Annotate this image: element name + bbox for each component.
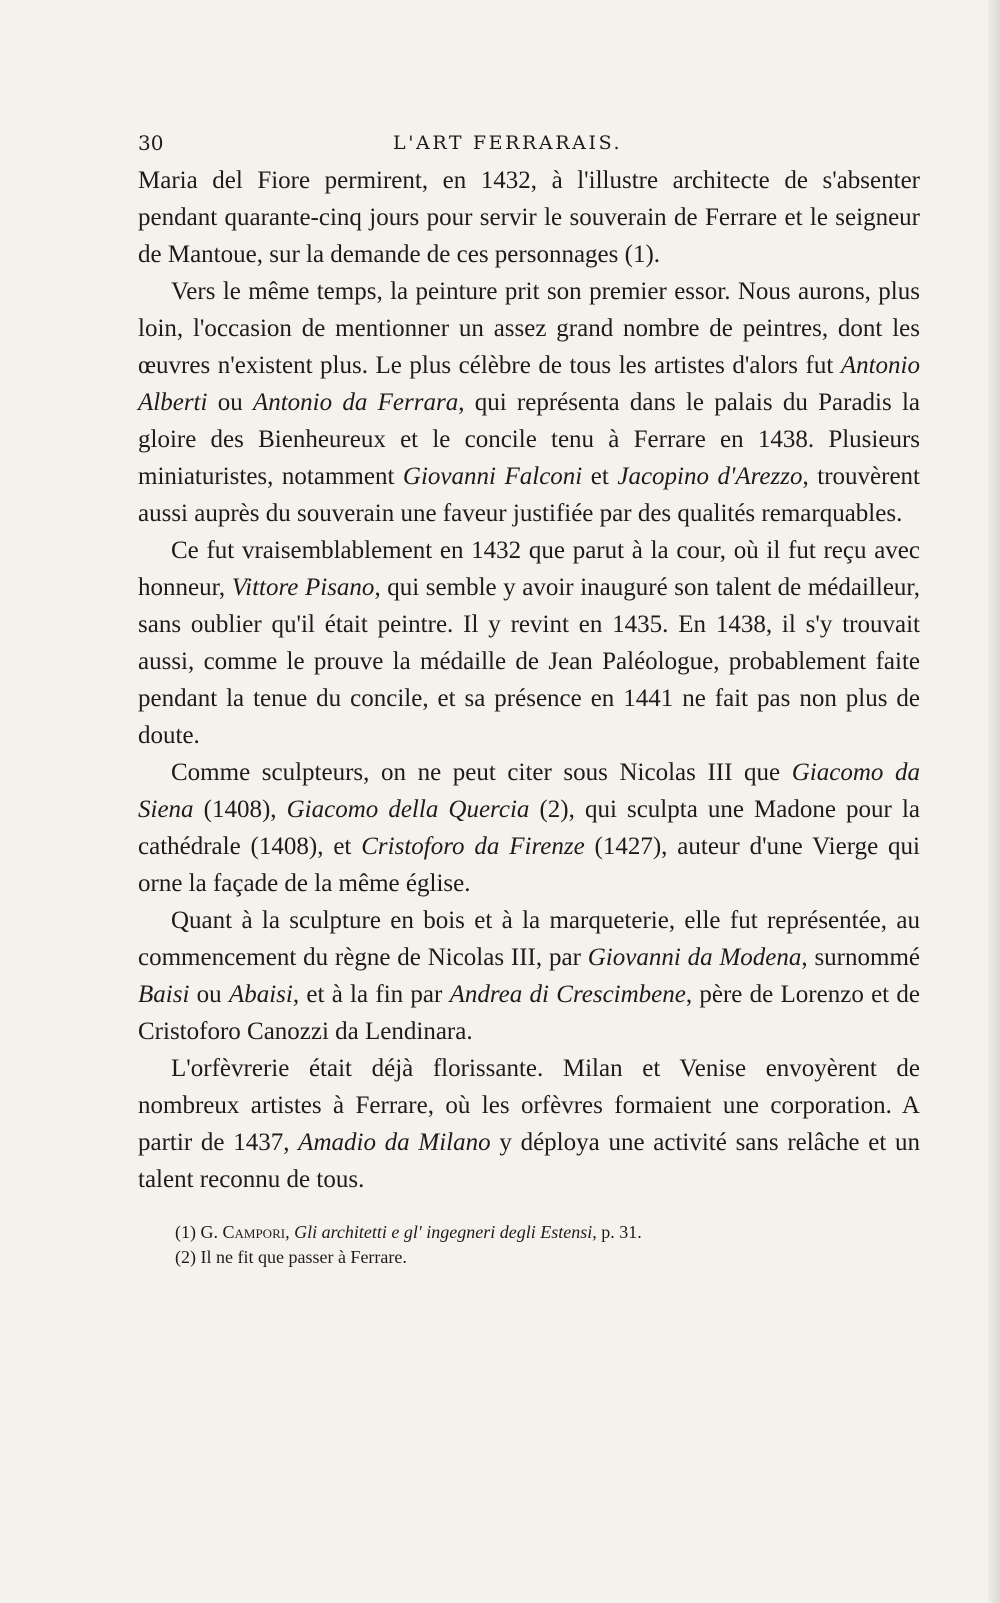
text-run: , trouvèrent aussi auprès du souverain une faveur justifiée par des qualités remarquables. [138, 463, 920, 527]
page-number: 30 [138, 131, 164, 155]
italic-name: Giovanni da Modena [587, 944, 802, 971]
book-page [138, 128, 920, 1270]
text-run: Quant à la sculpture en bois et à la marqueterie, elle fut représentée, au commencement du règne de Nicolas III, par [138, 907, 920, 971]
text-run: , surnommé [801, 944, 920, 971]
italic-name: Cristoforo da Firenze [361, 833, 585, 860]
paragraph [138, 1050, 920, 1198]
text-run: ou [189, 981, 229, 1008]
paragraph [138, 754, 920, 902]
footnote-text: Gli architetti e gl' ingegneri degli Estensi [294, 1222, 593, 1242]
text-run: y déploya une activité sans relâche et un talent reconnu de tous. [138, 1129, 921, 1193]
footnote-text: Campori [222, 1222, 286, 1242]
italic-name: Vittore Pisano [231, 574, 375, 601]
text-run: , et à la fin par [292, 981, 450, 1008]
italic-name: Giacomo da Siena [138, 759, 920, 823]
paragraph [138, 162, 920, 273]
text-run: , père de Lorenzo et de Cristoforo Canozzi da Lendinara. [138, 981, 920, 1045]
italic-name: Jacopino d'Arezzo [617, 463, 803, 490]
paragraph [138, 273, 920, 532]
text-run: Ce fut vraisemblablement en 1432 que parut à la cour, où il fut reçu avec honneur, [138, 537, 920, 601]
footnote [175, 1245, 920, 1270]
paragraph [138, 902, 920, 1050]
italic-name: Giovanni Falconi [402, 463, 583, 490]
text-run: (1427), auteur d'une Vierge qui orne la façade de la même église. [138, 833, 920, 897]
footnote-text: (1) G. [175, 1222, 223, 1242]
text-run: (2), qui sculpta une Madone pour la cathédrale (1408), et [138, 796, 920, 860]
text-run: ou [207, 389, 253, 416]
text-run: Vers le même temps, la peinture prit son premier essor. Nous aurons, plus loin, l'occasion de mentionner un assez grand nombre de peintres, dont les œuvres n'existent plus. Le plus célèbre de tous les artistes d'alors fut [138, 278, 920, 379]
footnote-text: (2) Il ne fit que passer à Ferrare. [175, 1247, 407, 1267]
text-run: , qui semble y avoir inauguré son talent de médailleur, sans oublier qu'il était peintre. Il y revint en 1435. En 1438, il s'y trouvait aussi, comme le prouve la médaille de Jean Paléologue, probablement faite pendant la tenue du concile, et sa présence en 1441 ne fait pas non plus de doute. [138, 574, 920, 749]
text-run: Comme sculpteurs, on ne peut citer sous Nicolas III que [171, 759, 792, 786]
paragraph [138, 532, 920, 754]
italic-name: Abaisi [228, 981, 293, 1008]
text-run: L'orfèvrerie était déjà florissante. Milan et Venise envoyèrent de nombreux artistes à Ferrare, où les orfèvres formaient une corporation. A partir de 1437, [138, 1055, 920, 1156]
footnote [175, 1220, 920, 1245]
text-run: (1408), [193, 796, 287, 823]
page-edge-shadow [988, 0, 1000, 1603]
text-run: et [582, 463, 618, 490]
italic-name: Antonio da Ferrara [252, 389, 459, 416]
text-run: , qui représenta dans le palais du Paradis la gloire des Bienheureux et le concile tenu à Ferrare en 1438. Plusieurs miniaturistes, notamment [138, 389, 921, 490]
italic-name: Giacomo della Quercia [286, 796, 530, 823]
footnote-text: , [285, 1222, 295, 1242]
italic-name: Antonio Alberti [138, 352, 920, 416]
italic-name: Andrea di Crescimbene [449, 981, 686, 1008]
footnotes [138, 1220, 920, 1270]
body-text [138, 162, 920, 1198]
footnote-text: , p. 31. [592, 1222, 642, 1242]
text-run: Maria del Fiore permirent, en 1432, à l'illustre architecte de s'absenter pendant quarante-cinq jours pour servir le souverain de Ferrare et le seigneur de Mantoue, sur la demande de ces personnages (1). [138, 167, 920, 268]
italic-name: Amadio da Milano [298, 1129, 491, 1156]
italic-name: Baisi [138, 981, 190, 1008]
running-head [138, 128, 920, 158]
running-title: L'ART FERRARAIS. [393, 132, 623, 154]
